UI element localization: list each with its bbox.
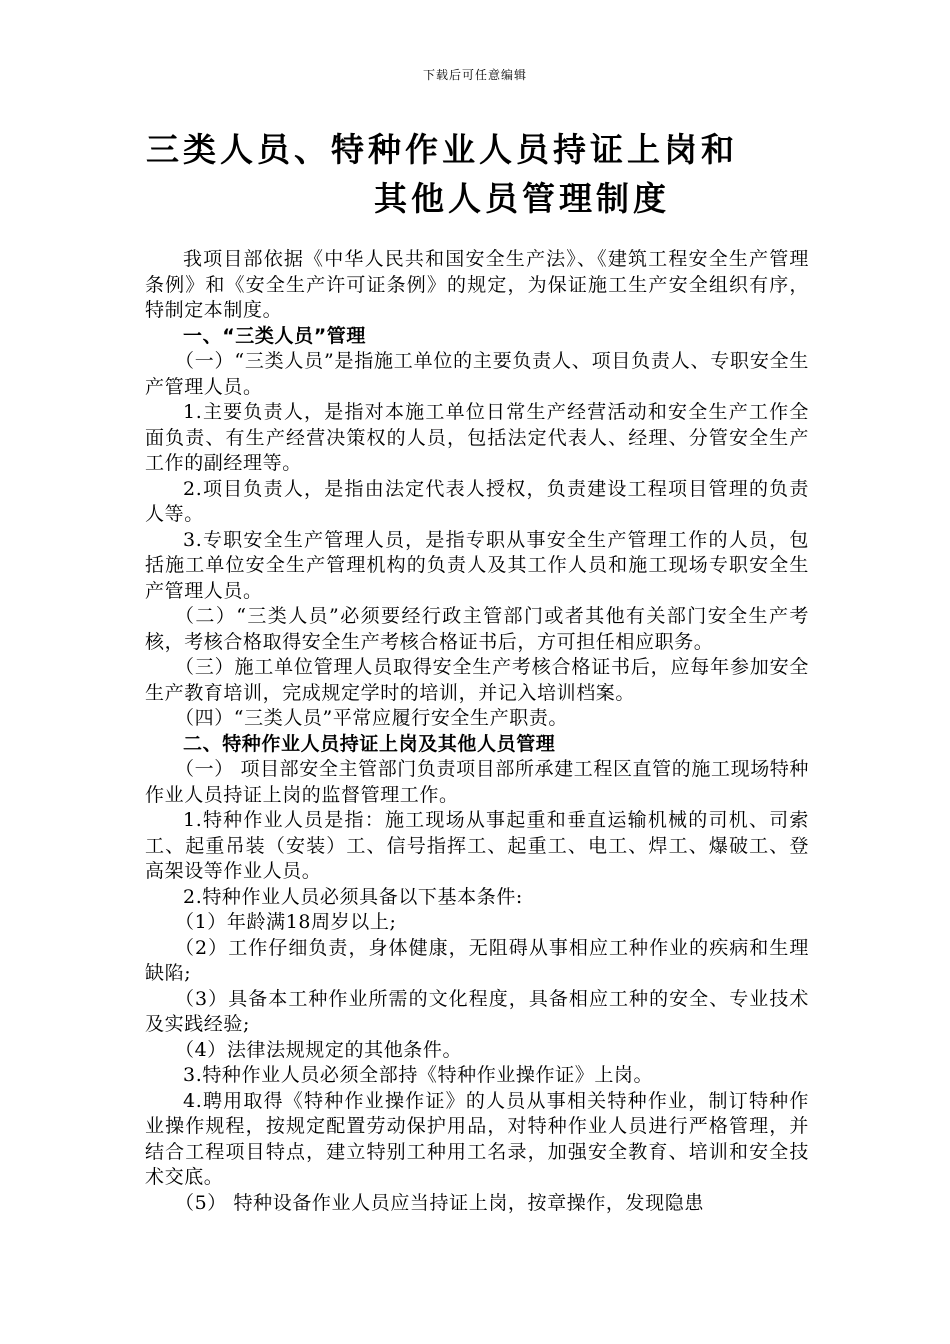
section-heading-2: 二、特种作业人员持证上岗及其他人员管理 <box>183 732 556 755</box>
paragraph: 2.特种作业人员必须具备以下基本条件: <box>183 885 523 908</box>
document-title-line-2: 其他人员管理制度 <box>374 179 670 218</box>
header-note: 下载后可任意编辑 <box>422 68 527 82</box>
document-title-line-1: 三类人员、特种作业人员持证上岗和 <box>146 130 738 169</box>
paragraph: 1.特种作业人员是指：施工现场从事起重和垂直运输机械的司机、司索工、起重吊装（安装）工、信号指挥工、起重工、电工、焊工、爆破工、登高架设等作业人员。 <box>145 809 809 882</box>
paragraph: （四）“三类人员”平常应履行安全生产职责。 <box>175 707 569 729</box>
paragraph: 3.专职安全生产管理人员，是指专职从事安全生产管理工作的人员，包括施工单位安全生产管理机构的负责人及其工作人员和施工现场专职安全生产管理人员。 <box>145 528 809 602</box>
section-heading-1: 一、“三类人员”管理 <box>183 324 366 347</box>
paragraph: （一） 项目部安全主管部门负责项目部所承建工程区直管的施工现场特种作业人员持证上岗的监督管理工作。 <box>145 758 809 806</box>
paragraph: 4.聘用取得《特种作业操作证》的人员从事相关特种作业，制订特种作业操作规程，按规定配置劳动保护用品，对特种作业人员进行严格管理，并结合工程项目特点，建立特别工种用工名录，加强安全教育、培训和安全技术交底。 <box>145 1089 809 1188</box>
intro-paragraph: 我项目部依据《中华人民共和国安全生产法》、《建筑工程安全生产管理条例》和《安全生产许可证条例》的规定，为保证施工生产安全组织有序，特制定本制度。 <box>145 248 809 321</box>
paragraph: （三）施工单位管理人员取得安全生产考核合格证书后，应每年参加安全生产教育培训，完成规定学时的培训，并记入培训档案。 <box>145 656 809 704</box>
paragraph: 2.项目负责人，是指由法定代表人授权，负责建设工程项目管理的负责人等。 <box>145 477 809 525</box>
document-body <box>145 247 809 1216</box>
paragraph: 3.特种作业人员必须全部持《特种作业操作证》上岗。 <box>183 1064 654 1086</box>
paragraph: （一）“三类人员”是指施工单位的主要负责人、项目负责人、专职安全生产管理人员。 <box>145 350 809 398</box>
paragraph: 1.主要负责人，是指对本施工单位日常生产经营活动和安全生产工作全面负责、有生产经营决策权的人员，包括法定代表人、经理、分管安全生产工作的副经理等。 <box>145 401 809 474</box>
list-item: （4）法律法规规定的其他条件。 <box>175 1038 463 1061</box>
list-item: （2）工作仔细负责，身体健康，无阻碍从事相应工种作业的疾病和生理缺陷; <box>145 936 809 984</box>
list-item: （3）具备本工种作业所需的文化程度，具备相应工种的安全、专业技术及实践经验; <box>145 987 809 1035</box>
paragraph: （5） 特种设备作业人员应当持证上岗，按章操作，发现隐患 <box>175 1191 704 1214</box>
list-item: （1）年龄满18周岁以上; <box>175 911 397 933</box>
paragraph: （二）“三类人员”必须要经行政主管部门或者其他有关部门安全生产考核，考核合格取得安全生产考核合格证书后，方可担任相应职务。 <box>145 605 809 653</box>
